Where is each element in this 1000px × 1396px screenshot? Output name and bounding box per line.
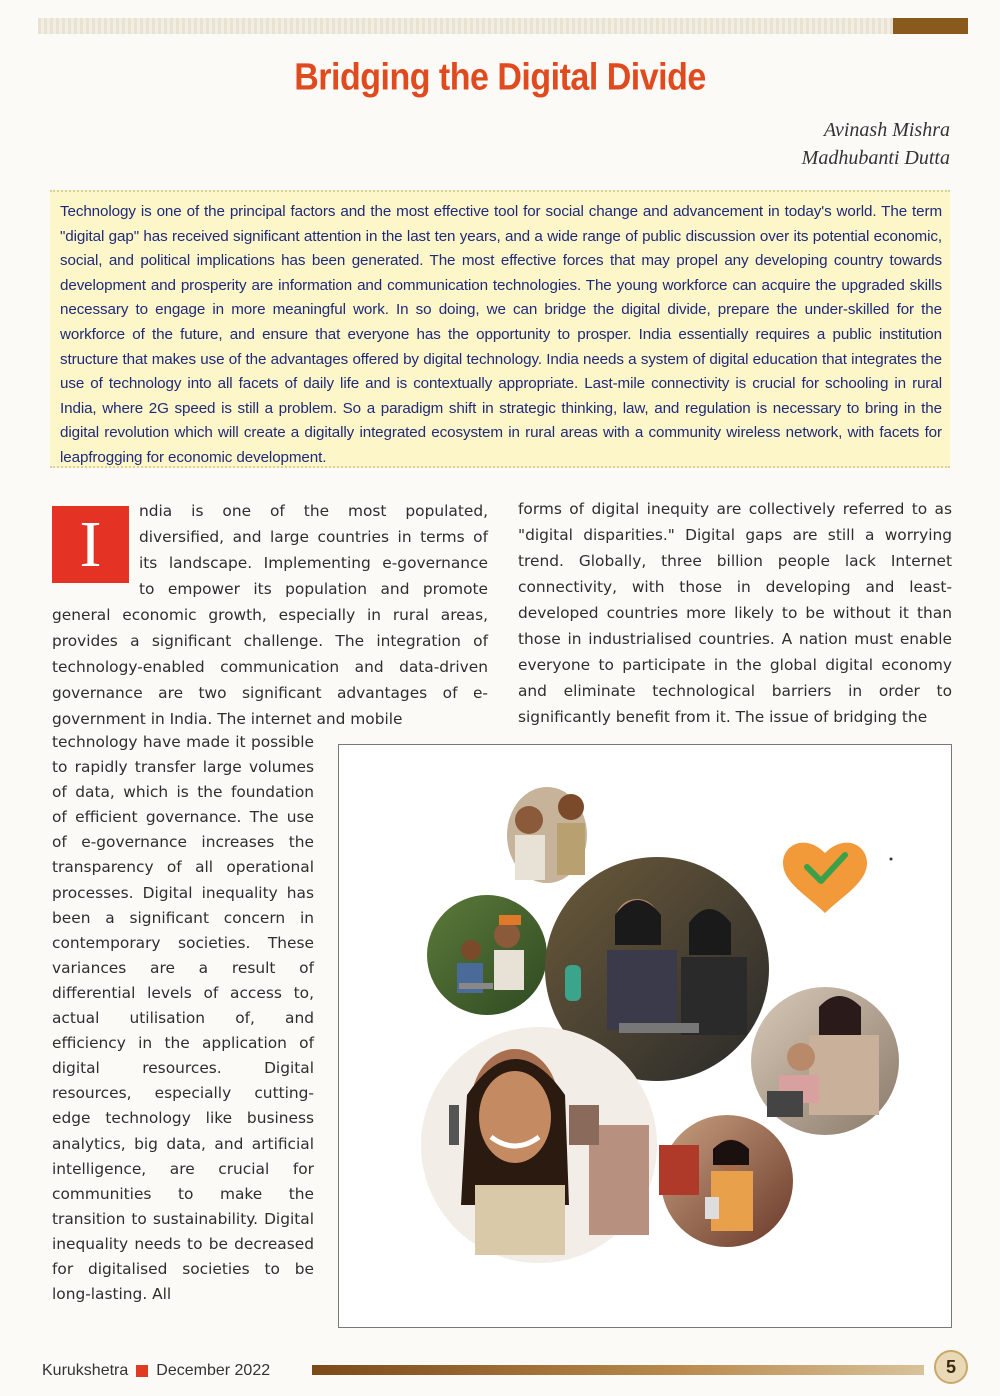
illustration-frame (338, 744, 952, 1328)
call-center-woman-photo (421, 1027, 657, 1263)
footer-separator-square (136, 1365, 148, 1377)
elderly-villagers-photo (507, 787, 587, 883)
body-column-2: forms of digital inequity are collectively referred to as "digital disparities." Digital gaps are still a worrying trend. Globally, three billion people lack Internet connectivity, with those in developing and least-developed countries more likely to be without it than those in industrialised countries. A nation must enable everyone to participate in the global digital economy and eliminate technological barriers in order to significantly benefit from it. The issue of bridging the (518, 500, 952, 726)
father-son-laptop-photo (427, 895, 547, 1015)
mother-child-tablet-photo (751, 987, 899, 1135)
authors (802, 116, 950, 172)
footer (42, 1362, 270, 1380)
body-column-1-top (52, 498, 488, 732)
body-column-1-narrow: technology have made it possible to rapidly transfer large volumes of data, which is the foundation of efficient governance. The use of e-governance increases the transparency of all operational processes. Digital inequality has been a significant concern in contemporary societies. These variances are a result of differential levels of access to, actual utilisation of, and efficiency in the application of digital resources. Digital resources, especially cutting-edge technology like business analytics, big data, and artificial intelligence, are crucial for communities to make the transition to sustainability. Digital inequality needs to be decreased for digitalised societies to be long-lasting. All (52, 733, 314, 1304)
footer-magazine: Kurukshetra (42, 1362, 129, 1379)
article-title: Bridging the Digital Divide (294, 55, 706, 99)
heart-check-icon (783, 843, 867, 913)
abstract-text: Technology is one of the principal factors and the most effective tool for social change and advancement in today's world. The term "digital gap" has received significant attention in the last ten years, and a wide range of public discussion over its potential economic, social, and political implications has been generated. The most effective forces that may propel any developing country towards development and prosperity are information and communication technologies. The young workforce can acquire the upgraded skills necessary to engage in more meaningful work. In so doing, we can bridge the digital divide, prepare the under-skilled for the workforce of the future, and ensure that everyone has the opportunity to prosper. India essentially requires a public institution structure that makes use of the advantages offered by digital technology. India needs a system of digital education that integrates the use of technology into all facets of daily life and is contextually appropriate. Last-mile connectivity is crucial for schooling in rural India, where 2G speed is still a problem. So a paradigm shift in strategic thinking, law, and regulation is necessary to bring in the digital revolution which will create a digitally integrated ecosystem in rural areas with a community wireless network, with facets for leapfrogging for economic development. (60, 203, 942, 466)
worker-phone-photo (659, 1115, 793, 1247)
author-2: Madhubanti Dutta (801, 147, 950, 169)
author-1: Avinash Mishra (823, 119, 950, 141)
page-number: 5 (934, 1350, 968, 1384)
abstract-box (50, 190, 950, 468)
drop-cap: I (52, 506, 129, 583)
footer-issue: December 2022 (156, 1362, 271, 1379)
top-accent-bar (893, 18, 968, 34)
illustration-collage (339, 745, 951, 1327)
col1-top-text: ndia is one of the most populated, diversified, and large countries in terms of its landscape. Implementing e-governance to empower its population and promote general economic growth, especially in rural areas, provides a significant challenge. The integration of technology-enabled communication and data-driven governance are two significant advantages of e-government in India. The internet and mobile (52, 502, 488, 728)
footer-rule (312, 1365, 924, 1375)
top-decorative-bar (38, 18, 968, 34)
